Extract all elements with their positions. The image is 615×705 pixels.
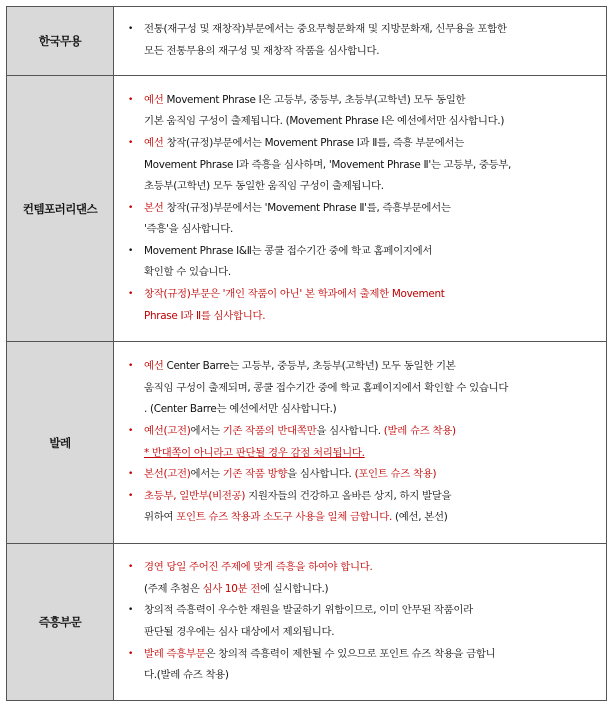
row-ballet <box>7 342 607 544</box>
rule-line <box>144 133 600 155</box>
rule-line <box>144 507 600 529</box>
highlight-text: 기존 작품의 반대쪽만 <box>222 424 317 437</box>
rule-line <box>144 111 600 133</box>
highlight-text: 본선(고전) <box>144 468 191 481</box>
rule-item <box>122 133 600 198</box>
highlight-text: 심사 10분 전 <box>202 582 261 595</box>
rule-line <box>144 198 600 220</box>
rule-text: Center Barre는 고등부, 중등부, 초등부(고학년) 모두 동일한 기본 <box>163 360 456 373</box>
rule-text: 창작(규정)부문에서는 Movement Phrase Ⅰ과 Ⅱ를, 즉흥 부문에서는 <box>163 136 464 149</box>
highlight-text: 창작(규정)부문은 '개인 작품이 아닌' 본 학과에서 출제한 Movement <box>144 288 445 301</box>
rule-text: . (Center Barre는 예선에서만 심사합니다.) <box>144 403 337 416</box>
category-label: 즉흥부문 <box>7 544 114 701</box>
rule-line <box>144 378 600 400</box>
rule-line <box>144 306 600 328</box>
row-improvisation <box>7 544 607 701</box>
rule-line <box>144 356 600 378</box>
rule-line <box>144 557 600 579</box>
bullet-icon: • <box>128 648 134 659</box>
rule-text: 판단될 경우에는 심사 대상에서 제외됩니다. <box>144 626 335 638</box>
rule-text: 확인할 수 있습니다. <box>144 266 231 279</box>
rule-line <box>144 443 600 465</box>
rule-item <box>122 486 600 529</box>
rule-content-cell <box>114 76 607 342</box>
rule-list <box>122 356 600 529</box>
rule-text: (주제 추첨은 <box>144 582 203 595</box>
rule-line <box>144 579 600 601</box>
highlight-text: (발레 슈즈 착용) <box>383 424 456 437</box>
bullet-icon: • <box>128 202 134 213</box>
highlight-text: 초등부, 일반부(비전공) <box>144 489 246 502</box>
rule-text: 은 창의적 즉흥력이 제한될 수 있으므로 포인트 슈즈 착용을 금합니 <box>205 647 496 660</box>
bullet-icon: • <box>128 137 134 148</box>
rule-item <box>122 644 600 687</box>
rule-line <box>144 41 600 63</box>
rule-text: 지원자들의 건강하고 올바른 상지, 하지 발달을 <box>245 489 452 502</box>
rule-line <box>144 600 600 622</box>
highlight-text: 발레 즉흥부문 <box>144 647 206 660</box>
rule-line <box>144 155 600 177</box>
rule-line <box>144 399 600 421</box>
rule-line <box>144 219 600 241</box>
bullet-icon: • <box>128 562 134 573</box>
highlight-text: 본선 <box>144 201 164 214</box>
rule-text: 창작(규정)부문에서는 'Movement Phrase Ⅱ'를, 즉흥부문에서는 <box>163 201 451 214</box>
rule-item <box>122 421 600 464</box>
rule-list <box>122 557 600 687</box>
rule-text: 창의적 즉흥력이 우수한 재원을 발굴하기 위함이므로, 이미 안무된 작품이라 <box>144 604 473 617</box>
rule-item <box>122 241 600 284</box>
bullet-icon: • <box>128 469 134 480</box>
bullet-icon: • <box>128 490 134 501</box>
rule-text: 에서는 <box>190 468 223 481</box>
highlight-text: 기존 작품 방향 <box>222 468 288 481</box>
category-label: 컨템포러리댄스 <box>7 76 114 342</box>
bullet-icon: • <box>128 94 134 105</box>
rule-list <box>122 19 600 62</box>
bullet-icon: • <box>128 24 134 35</box>
rule-text: Movement Phrase Ⅰ&Ⅱ는 콩쿨 접수기간 중에 학교 홈페이지에서 <box>144 244 433 257</box>
rule-line <box>144 644 600 666</box>
highlight-text: 경연 당일 주어진 주제에 맞게 즉흥을 하여야 합니다. <box>144 561 373 574</box>
rule-line <box>144 241 600 263</box>
bullet-icon: • <box>128 425 134 436</box>
rule-line <box>144 622 600 644</box>
rule-item <box>122 356 600 421</box>
rule-line <box>144 665 600 687</box>
rule-line <box>144 464 600 486</box>
highlight-text: * 반대쪽이 아니라고 판단될 경우 감점 처리됩니다. <box>144 446 365 459</box>
rule-line <box>144 486 600 508</box>
rule-item <box>122 90 600 133</box>
rule-item <box>122 198 600 241</box>
rule-text: 에 실시합니다.) <box>260 582 329 595</box>
rule-text: 을 심사합니다. <box>316 424 384 437</box>
rule-item <box>122 284 600 327</box>
rule-text: 을 심사합니다. <box>287 468 355 481</box>
highlight-text: 예선 <box>144 136 164 149</box>
rule-line <box>144 19 600 41</box>
rule-text: 전통(재구성 및 재창작)부문에서는 중요무형문화재 및 지방문화재, 신무용을 포함한 <box>144 23 507 36</box>
rule-content-cell <box>114 544 607 701</box>
highlight-text: 예선 <box>144 360 164 373</box>
bullet-icon: • <box>128 605 134 616</box>
highlight-text: 예선 <box>144 93 164 106</box>
rule-content-cell <box>114 342 607 544</box>
rule-line <box>144 284 600 306</box>
row-korean-dance <box>7 7 607 76</box>
rule-item <box>122 19 600 62</box>
bullet-icon: • <box>128 245 134 256</box>
rule-text: 에서는 <box>190 424 223 437</box>
rule-text: (예선, 본선) <box>391 511 448 524</box>
competition-rules-table <box>6 6 607 701</box>
rule-content-cell <box>114 7 607 76</box>
category-label: 한국무용 <box>7 7 114 76</box>
rule-line <box>144 262 600 284</box>
bullet-icon: • <box>128 289 134 300</box>
rule-text: 위하여 <box>144 511 177 524</box>
rule-text: Movement Phrase Ⅰ은 고등부, 중등부, 초등부(고학년) 모두 동일한 <box>163 93 466 106</box>
highlight-text: 예선(고전) <box>144 424 191 437</box>
rule-list <box>122 90 600 328</box>
rule-text: 기본 움직임 구성이 출제됩니다. (Movement Phrase Ⅰ은 예선에서만 심사합니다.) <box>144 115 505 128</box>
rule-text: 초등부(고학년) 모두 동일한 움직임 구성이 출제됩니다. <box>144 180 384 193</box>
rule-text: Movement Phrase Ⅰ과 즉흥을 심사하며, 'Movement Phrase Ⅱ'는 고등부, 중등부, <box>144 158 512 171</box>
rule-text: 모든 전통무용의 재구성 및 재창작 작품을 심사합니다. <box>144 45 380 57</box>
rule-line <box>144 176 600 198</box>
category-label: 발레 <box>7 342 114 544</box>
bullet-icon: • <box>128 361 134 372</box>
highlight-text: Phrase Ⅰ과 Ⅱ를 심사합니다. <box>144 309 266 322</box>
rule-text: 다.(발레 슈즈 착용) <box>144 669 229 682</box>
rule-text: '즉흥'을 심사합니다. <box>144 223 234 236</box>
rule-line <box>144 90 600 112</box>
highlight-text: (포인트 슈즈 착용) <box>354 468 437 481</box>
rule-item <box>122 600 600 643</box>
row-contemporary-dance <box>7 76 607 342</box>
highlight-text: 포인트 슈즈 착용과 소도구 사용을 일체 금합니다. <box>176 511 392 524</box>
rule-text: 움직임 구성이 출제되며, 콩쿨 접수기간 중에 학교 홈페이지에서 확인할 수 있습니다 <box>144 381 509 394</box>
rule-line <box>144 421 600 443</box>
rule-item <box>122 464 600 486</box>
rule-item <box>122 557 600 600</box>
